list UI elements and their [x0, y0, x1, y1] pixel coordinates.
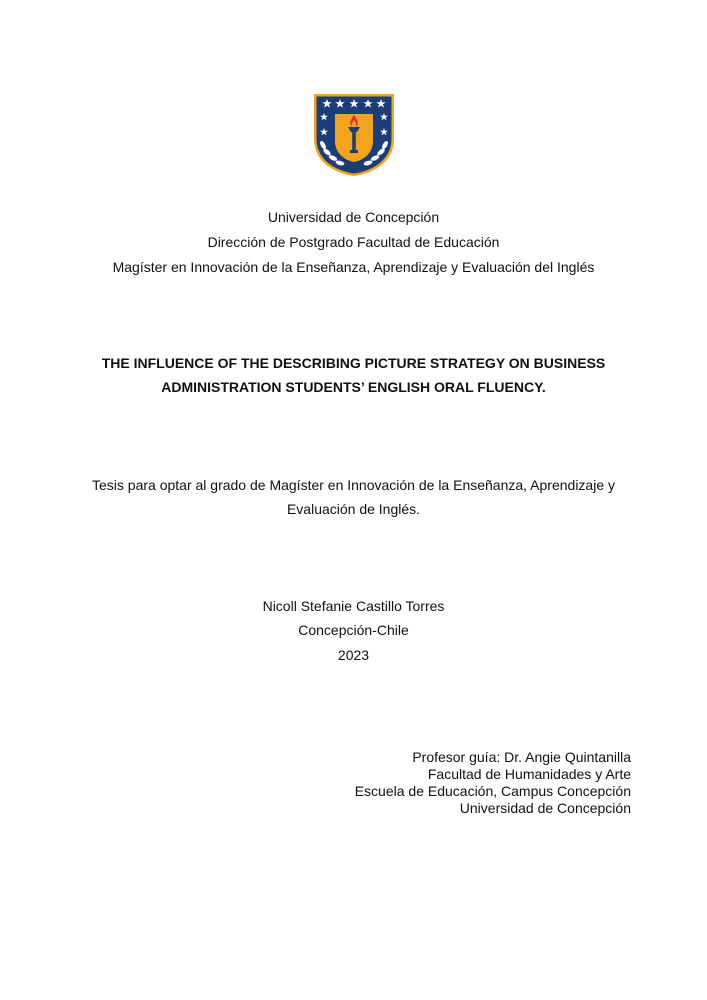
- university-name: Universidad de Concepción: [267, 209, 440, 225]
- university-crest-logo: [313, 93, 395, 177]
- thesis-title-line-2: ADMINISTRATION STUDENTS’ ENGLISH ORAL FLUENCY.: [161, 379, 546, 395]
- advisor-university: Universidad de Concepción: [459, 800, 631, 816]
- author-name: Nicoll Stefanie Castillo Torres: [262, 598, 445, 614]
- advisor-faculty: Facultad de Humanidades y Arte: [427, 766, 631, 782]
- author-place: Concepción-Chile: [298, 622, 409, 638]
- degree-statement-line-1: Tesis para optar al grado de Magíster en Innovación de la Enseñanza, Aprendizaje y: [92, 477, 615, 493]
- publication-year: 2023: [337, 647, 370, 663]
- thesis-title-line-1: THE INFLUENCE OF THE DESCRIBING PICTURE STRATEGY ON BUSINESS: [101, 355, 606, 371]
- program-name: Magíster en Innovación de la Enseñanza, Aprendizaje y Evaluación del Inglés: [112, 259, 595, 275]
- direction-name: Dirección de Postgrado Facultad de Educación: [207, 234, 500, 250]
- degree-statement-line-2: Evaluación de Inglés.: [286, 501, 421, 517]
- advisor-school: Escuela de Educación, Campus Concepción: [354, 783, 631, 799]
- advisor-block: [355, 749, 631, 817]
- advisor-name: Profesor guía: Dr. Angie Quintanilla: [412, 749, 631, 765]
